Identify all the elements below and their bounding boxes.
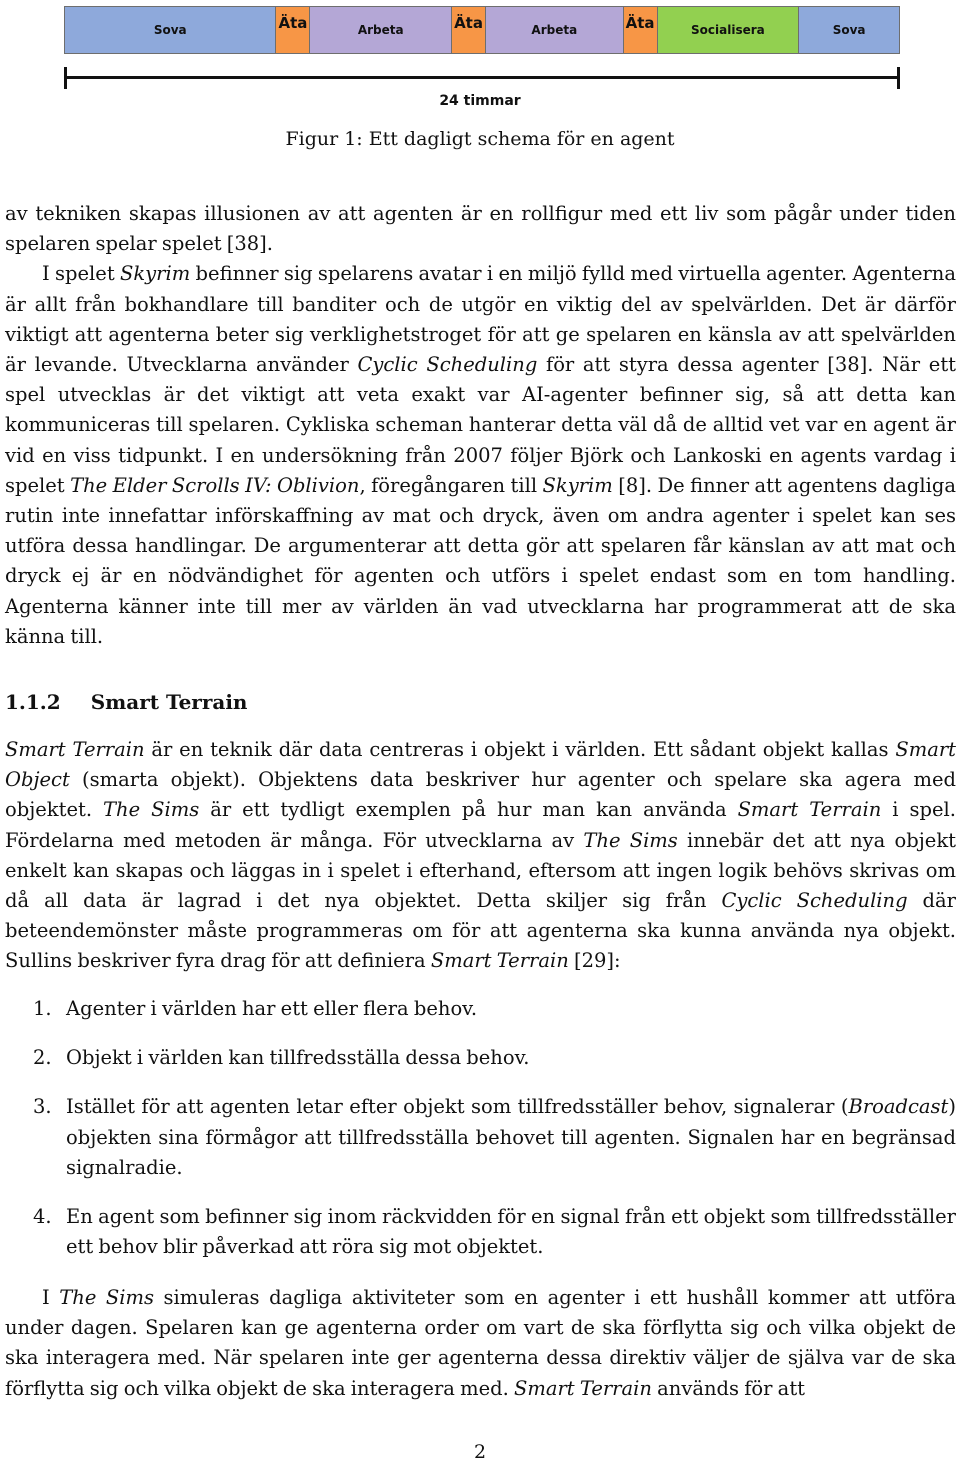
daily-schedule-figure xyxy=(64,6,900,54)
paragraph: I The Sims simuleras dagliga aktiviteter som en agenter i ett hushåll kommer att utföra under dagen. Spelaren kan ge agenterna order om vart de ska förflytta sig och vilka objekt de ska interagera med. När spelaren inte ger agenterna dessa direktiv väljer de själva var de ska förflytta sig och vilka objekt de ska interagera med. Smart Terrain används för att xyxy=(5,1286,957,1400)
timeline-tick-start xyxy=(64,67,67,89)
body-text xyxy=(5,1283,956,1404)
paragraph: av tekniken skapas illusionen av att agenten är en rollfigur med ett liv som pågår under tiden spelaren spelar spelet [38]. xyxy=(5,202,956,256)
figure-caption: Figur 1: Ett dagligt schema för en agent xyxy=(285,128,675,150)
segment-eat: Äta xyxy=(452,7,486,53)
segment-work: Arbeta xyxy=(486,7,624,53)
paragraph: Smart Terrain är en teknik där data centreras i objekt i världen. Ett sådant objekt kallas Smart Object (smarta objekt). Objektens data beskriver hur agenter och spelare ska agera med objektet. The Sims är ett tydligt exemplen på hur man kan använda Smart Terrain i spel. Fördelarna med metoden är många. För utvecklarna av The Sims innebär det att nya objekt enkelt kan skapas och läggas in i spelet i efterhand, eftersom att ingen logik behövs skrivas om då all data är lagrad i det nya objektet. Detta skiljer sig från Cyclic Scheduling där beteendemönster måste programmeras om för att agenterna ska kunna använda nya objekt. Sullins beskriver fyra drag för att definiera Smart Terrain [29]: xyxy=(5,738,957,973)
page-number: 2 xyxy=(473,1441,487,1463)
body-text xyxy=(5,199,956,652)
segment-sleep: Sova xyxy=(65,7,276,53)
timeline-bar xyxy=(64,67,900,89)
list-item: 3. Istället för att agenten letar efter objekt som tillfredsställer behov, signalerar (Broadcast) objekten sina förmågor att tillfredsställa behovet till agenten. Signalen har en begränsad signalradie. xyxy=(33,1095,956,1179)
feature-list xyxy=(0,994,956,1281)
list-item: 2. Objekt i världen kan tillfredsställa dessa behov. xyxy=(33,1046,530,1070)
segment-social: Socialisera xyxy=(658,7,800,53)
segment-eat: Äta xyxy=(276,7,310,53)
list-item: 4. En agent som befinner sig inom räckvidden för en signal från ett objekt som tillfredsställer ett behov blir påverkad att röra sig mot objektet. xyxy=(33,1205,956,1259)
timeline-line xyxy=(64,76,900,79)
body-text xyxy=(5,735,956,977)
list-item: 1. Agenter i världen har ett eller flera behov. xyxy=(33,997,478,1020)
section-heading xyxy=(5,690,247,714)
segment-sleep: Sova xyxy=(799,7,899,53)
timeline-label: 24 timmar xyxy=(439,93,521,109)
timeline-tick-end xyxy=(897,67,900,89)
section-title: Smart Terrain xyxy=(90,690,248,714)
paragraph: I spelet Skyrim befinner sig spelarens avatar i en miljö fylld med virtuella agenter. Agenterna är allt från bokhandlare till banditer och de utgör en viktig del av spelvärlden. Det är därför viktigt att agenterna beter sig verklighetstroget för att ge spelaren en känsla av att spelvärlden är levande. Utvecklarna använder Cyclic Scheduling för att styra dessa agenter [38]. När ett spel utvecklas är det viktigt att veta exakt var AI-agenter befinner sig, så att detta kan kommuniceras till spelaren. Cykliska scheman hanterar detta väl då de alltid vet var en agent är vid en viss tidpunkt. I en undersökning från 2007 följer Björk och Lankoski en agents vardag i spelet The Elder Scrolls IV: Oblivion, föregångaren till Skyrim [8]. De finner att agentens dagliga rutin inte innefattar införskaffning av mat och dryck, även om andra agenter i spelet kan ses utföra dessa handlingar. De argumenterar att detta gör att spelaren får känslan av att mat och dryck ej är en nödvändighet för agenten och utförs i spelet endast som en tom handling. Agenterna känner inte till mer av världen än vad utvecklarna har programmerat att de ska känna till. xyxy=(5,262,956,648)
segment-work: Arbeta xyxy=(310,7,452,53)
segment-eat: Äta xyxy=(624,7,658,53)
section-number: 1.1.2 xyxy=(5,690,61,714)
